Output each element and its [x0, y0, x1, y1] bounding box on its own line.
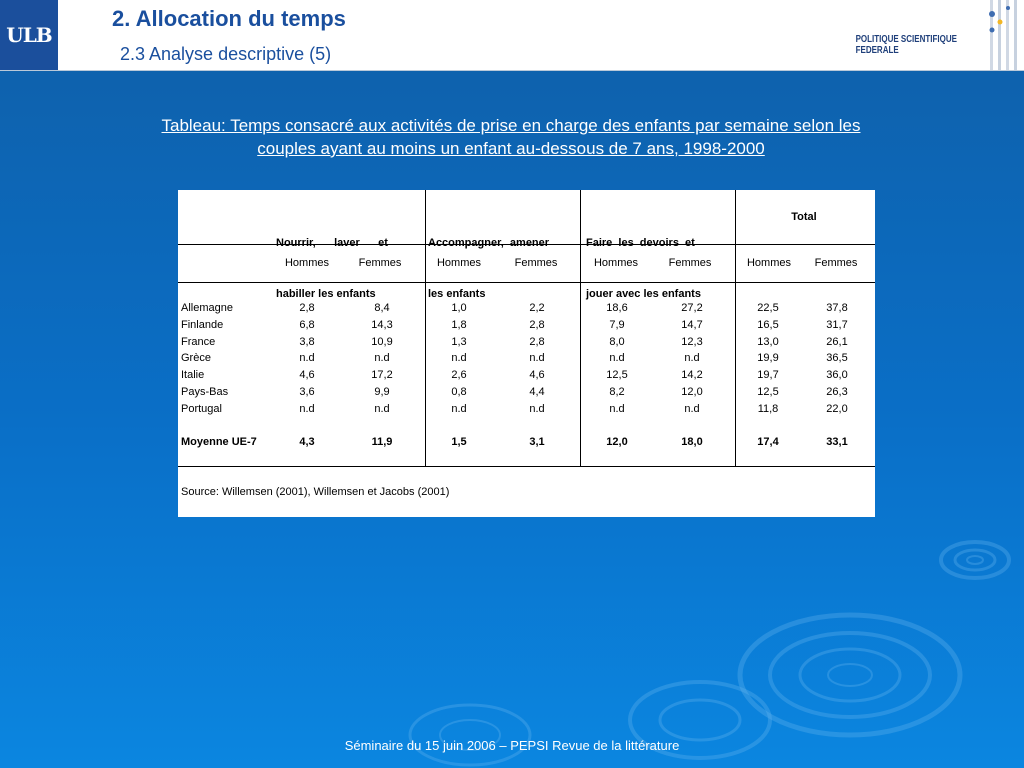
row-value: 1,0 [451, 302, 467, 314]
row-value: n.d [529, 352, 545, 364]
row-value: 13,0 [757, 336, 779, 348]
group-header-line: Faire les devoirs et [586, 237, 695, 249]
row-value: 4,6 [529, 369, 545, 381]
average-value: 1,5 [451, 436, 467, 448]
row-value: 2,2 [529, 302, 545, 314]
subheader-men: Hommes [746, 257, 791, 269]
column-divider [580, 190, 581, 466]
row-value: 31,7 [826, 319, 848, 331]
subheader-men: Hommes [593, 257, 638, 269]
row-value: 26,1 [826, 336, 848, 348]
row-value: 36,0 [826, 369, 848, 381]
row-value: 27,2 [681, 302, 703, 314]
slide-title: 2. Allocation du temps [112, 6, 346, 31]
row-value: 12,5 [757, 386, 779, 398]
belspo-logo [824, 0, 1024, 70]
ulb-logo: ULB [0, 0, 58, 70]
row-value: 3,8 [299, 336, 315, 348]
data-table [178, 190, 875, 517]
row-value: 10,9 [371, 336, 393, 348]
row-value: n.d [529, 403, 545, 415]
group-header-line: Accompagner, amener [428, 237, 550, 249]
row-value: n.d [299, 403, 315, 415]
row-value: 16,5 [757, 319, 779, 331]
row-value: n.d [609, 403, 625, 415]
row-value: 22,0 [826, 403, 848, 415]
column-divider [735, 190, 736, 466]
average-value: 4,3 [299, 436, 315, 448]
belspo-stripes-icon [988, 0, 1024, 70]
row-value: 26,3 [826, 386, 848, 398]
row-value: 4,6 [299, 369, 315, 381]
row-value: 2,8 [529, 336, 545, 348]
row-value: n.d [684, 403, 700, 415]
subheader-women: Femmes [814, 257, 858, 269]
average-value: 17,4 [757, 436, 779, 448]
row-value: 37,8 [826, 302, 848, 314]
group-header-feeding [276, 201, 404, 337]
group-header-total: Total [791, 211, 817, 223]
row-value: n.d [609, 352, 625, 364]
average-value: 33,1 [826, 436, 848, 448]
row-value: 1,8 [451, 319, 467, 331]
group-header-line: habiller les enfants [276, 288, 376, 300]
row-value: 14,7 [681, 319, 703, 331]
row-country: Finlande [181, 319, 224, 331]
average-row-label: Moyenne UE-7 [181, 436, 257, 448]
row-country: Portugal [181, 403, 222, 415]
row-value: 2,8 [299, 302, 315, 314]
row-value: 9,9 [374, 386, 390, 398]
row-value: 12,3 [681, 336, 703, 348]
row-value: n.d [374, 352, 390, 364]
average-value: 12,0 [606, 436, 628, 448]
table-caption [96, 114, 926, 160]
belspo-logo-text: POLITIQUE SCIENTIFIQUE FEDERALE [855, 34, 957, 56]
row-value: 11,8 [757, 403, 779, 415]
row-value: n.d [299, 352, 315, 364]
row-value: 17,2 [371, 369, 393, 381]
row-value: n.d [451, 403, 467, 415]
group-header-line: jouer avec les enfants [586, 288, 701, 300]
caption-line-1: Tableau: Temps consacré aux activités de prise en charge des enfants par semaine selon les [161, 116, 861, 135]
average-value: 11,9 [371, 436, 393, 448]
subheader-men: Hommes [436, 257, 481, 269]
subheader-women: Femmes [668, 257, 712, 269]
row-value: 2,8 [529, 319, 545, 331]
row-value: n.d [374, 403, 390, 415]
row-value: 8,2 [609, 386, 625, 398]
row-value: 18,6 [606, 302, 628, 314]
row-value: 36,5 [826, 352, 848, 364]
group-header-homework [586, 201, 726, 337]
caption-line-2: couples ayant au moins un enfant au-dessous de 7 ans, 1998-2000 [257, 139, 765, 158]
row-value: 14,3 [371, 319, 393, 331]
row-value: n.d [451, 352, 467, 364]
average-value: 3,1 [529, 436, 545, 448]
source-divider [178, 466, 875, 467]
slide-subtitle: 2.3 Analyse descriptive (5) [120, 44, 332, 64]
row-value: 1,3 [451, 336, 467, 348]
row-value: 22,5 [757, 302, 779, 314]
row-value: 8,0 [609, 336, 625, 348]
row-value: 8,4 [374, 302, 390, 314]
table-source: Source: Willemsen (2001), Willemsen et Jacobs (2001) [181, 486, 450, 498]
row-value: 4,4 [529, 386, 545, 398]
row-country: Italie [181, 369, 205, 381]
row-value: 3,6 [299, 386, 315, 398]
row-value: n.d [684, 352, 700, 364]
column-divider [425, 190, 426, 466]
slide-footer: Séminaire du 15 juin 2006 – PEPSI Revue de la littérature [344, 738, 680, 753]
row-value: 19,9 [757, 352, 779, 364]
header-bar [0, 0, 1024, 71]
row-value: 12,0 [681, 386, 703, 398]
row-country: Allemagne [181, 302, 233, 314]
row-value: 12,5 [606, 369, 628, 381]
group-header-line: Nourrir, laver et [276, 237, 388, 249]
subheader-women: Femmes [514, 257, 558, 269]
subheader-men: Hommes [284, 257, 329, 269]
group-header-accompany [428, 201, 568, 337]
row-value: 7,9 [609, 319, 625, 331]
average-value: 18,0 [681, 436, 703, 448]
subheader-women: Femmes [358, 257, 402, 269]
row-value: 2,6 [451, 369, 467, 381]
row-value: 0,8 [451, 386, 467, 398]
row-value: 19,7 [757, 369, 779, 381]
row-value: 14,2 [681, 369, 703, 381]
group-header-line: les enfants [428, 288, 486, 300]
row-country: Grèce [181, 352, 211, 364]
row-country: Pays-Bas [181, 386, 229, 398]
row-country: France [181, 336, 216, 348]
row-value: 6,8 [299, 319, 315, 331]
